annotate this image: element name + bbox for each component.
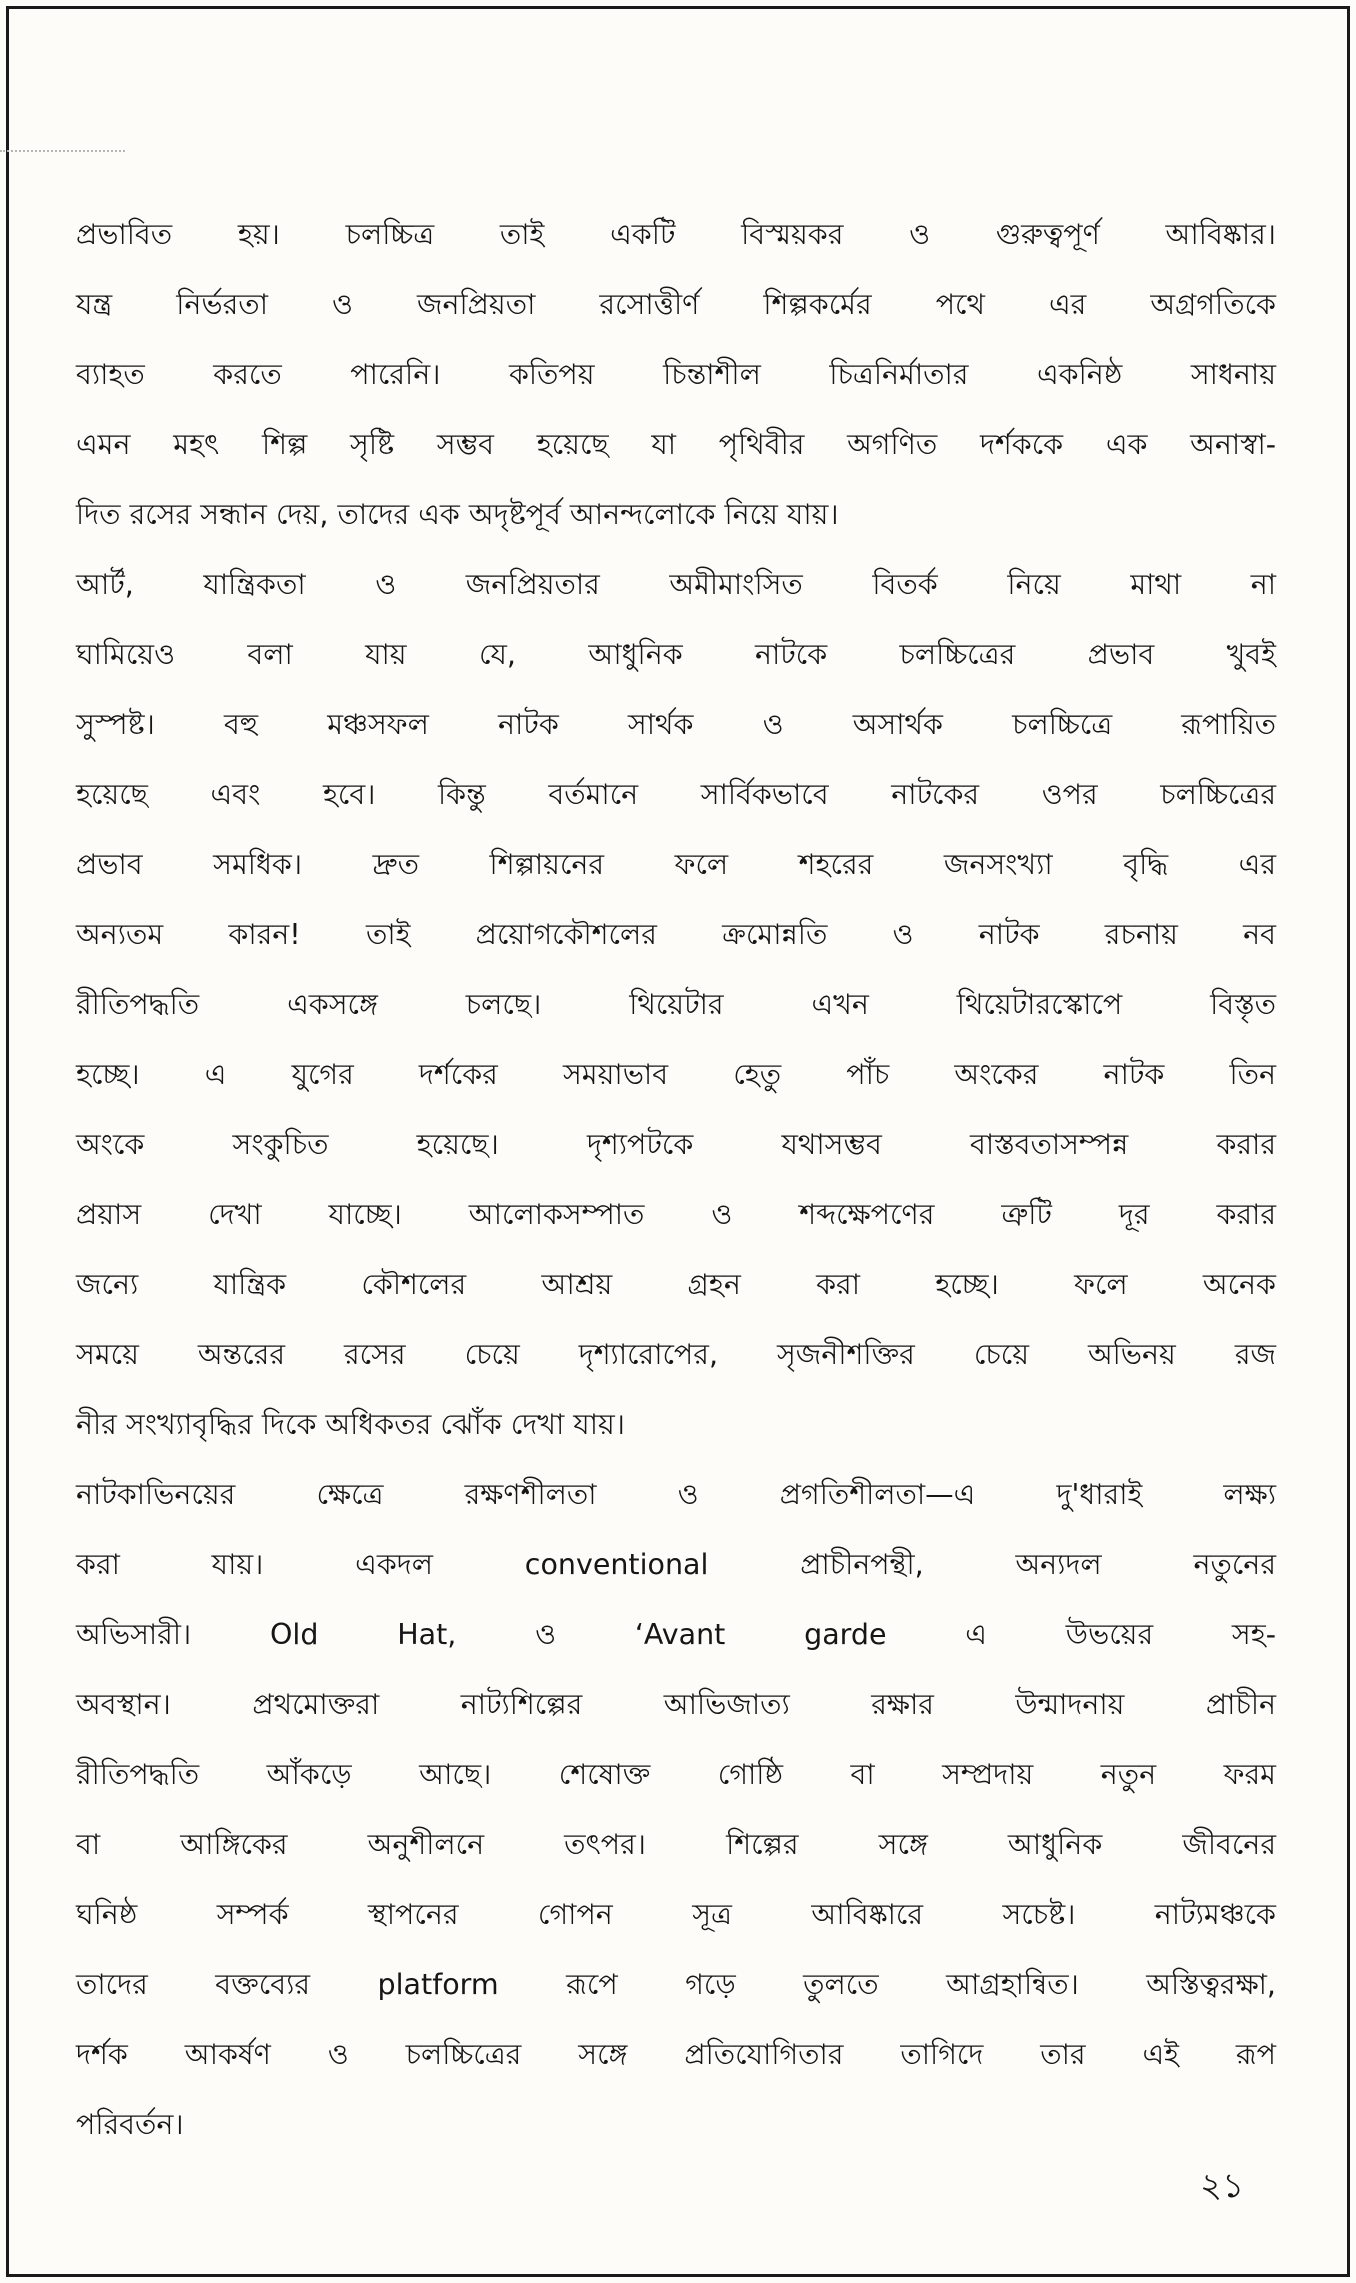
text-line: ব্যাহত করতে পারেনি। কতিপয় চিন্তাশীল চিত্রনির্মাতার একনিষ্ঠ সাধনায় bbox=[76, 358, 1276, 391]
text-line: ঘামিয়েও বলা যায় যে, আধুনিক নাটকে চলচ্চিত্রের প্রভাব খুবই bbox=[76, 638, 1276, 671]
paragraph-1 bbox=[76, 200, 1276, 550]
text-line: প্রয়াস দেখা যাচ্ছে। আলোকসম্পাত ও শব্দক্ষেপণের ত্রুটি দূর করার bbox=[76, 1198, 1276, 1231]
text-line: রীতিপদ্ধতি একসঙ্গে চলছে। থিয়েটার এখন থিয়েটারস্কোপে বিস্তৃত bbox=[76, 988, 1276, 1021]
text-line: প্রভাবিত হয়। চলচ্চিত্র তাই একটি বিস্ময়কর ও গুরুত্বপূর্ণ আবিষ্কার। bbox=[76, 218, 1276, 251]
paragraph-2 bbox=[76, 550, 1276, 1460]
text-line: প্রভাব সমধিক। দ্রুত শিল্পায়নের ফলে শহরের জনসংখ্যা বৃদ্ধি এর bbox=[76, 848, 1276, 881]
text-line: দর্শক আকর্ষণ ও চলচ্চিত্রের সঙ্গে প্রতিযোগিতার তাগিদে তার এই রূপ bbox=[76, 2038, 1276, 2071]
text-line: অবস্থান। প্রথমোক্তরা নাট্যশিল্পের আভিজাত্য রক্ষার উন্মাদনায় প্রাচীন bbox=[76, 1688, 1276, 1721]
text-line: পরিবর্তন। bbox=[76, 2108, 184, 2141]
top-dotted-rule bbox=[0, 150, 125, 152]
body-text bbox=[76, 200, 1276, 2160]
text-line: নাটকাভিনয়ের ক্ষেত্রে রক্ষণশীলতা ও প্রগতিশীলতা—এ দু'ধারাই লক্ষ্য bbox=[76, 1478, 1276, 1511]
text-line: যন্ত্র নির্ভরতা ও জনপ্রিয়তা রসোত্তীর্ণ শিল্পকর্মের পথে এর অগ্রগতিকে bbox=[76, 288, 1276, 321]
text-line: করা যায়। একদল conventional প্রাচীনপন্থী, অন্যদল নতুনের bbox=[76, 1548, 1276, 1581]
text-line: হয়েছে এবং হবে। কিন্তু বর্তমানে সার্বিকভাবে নাটকের ওপর চলচ্চিত্রের bbox=[76, 778, 1276, 811]
text-line: দিত রসের সন্ধান দেয়, তাদের এক অদৃষ্টপূর্ব আনন্দলোকে নিয়ে যায়। bbox=[76, 498, 839, 531]
text-line: সময়ে অন্তরের রসের চেয়ে দৃশ্যারোপের, সৃজনীশক্তির চেয়ে অভিনয় রজ bbox=[76, 1338, 1276, 1371]
text-line: জন্যে যান্ত্রিক কৌশলের আশ্রয় গ্রহন করা হচ্ছে। ফলে অনেক bbox=[76, 1268, 1276, 1301]
text-line: অভিসারী। Old Hat, ও ‘Avant garde এ উভয়ের সহ- bbox=[76, 1618, 1276, 1651]
text-line: নীর সংখ্যাবৃদ্ধির দিকে অধিকতর ঝোঁক দেখা যায়। bbox=[76, 1408, 625, 1441]
text-line: সুস্পষ্ট। বহু মঞ্চসফল নাটক সার্থক ও অসার্থক চলচ্চিত্রে রূপায়িত bbox=[76, 708, 1276, 741]
text-line: বা আঙ্গিকের অনুশীলনে তৎপর। শিল্পের সঙ্গে আধুনিক জীবনের bbox=[76, 1828, 1276, 1861]
text-line: আর্ট, যান্ত্রিকতা ও জনপ্রিয়তার অমীমাংসিত বিতর্ক নিয়ে মাথা না bbox=[76, 568, 1276, 601]
text-line: অংকে সংকুচিত হয়েছে। দৃশ্যপটকে যথাসম্ভব বাস্তবতাসম্পন্ন করার bbox=[76, 1128, 1276, 1161]
paragraph-3 bbox=[76, 1460, 1276, 2160]
text-line: হচ্ছে। এ যুগের দর্শকের সময়াভাব হেতু পাঁচ অংকের নাটক তিন bbox=[76, 1058, 1276, 1091]
text-line: ঘনিষ্ঠ সম্পর্ক স্থাপনের গোপন সূত্র আবিষ্কারে সচেষ্ট। নাট্যমঞ্চকে bbox=[76, 1898, 1276, 1931]
text-line: তাদের বক্তব্যের platform রূপে গড়ে তুলতে আগ্রহান্বিত। অস্তিত্বরক্ষা, bbox=[76, 1968, 1276, 2001]
text-line: এমন মহৎ শিল্প সৃষ্টি সম্ভব হয়েছে যা পৃথিবীর অগণিত দর্শককে এক অনাস্বা- bbox=[76, 428, 1276, 461]
page-number: ২১ bbox=[1200, 2166, 1245, 2206]
text-line: অন্যতম কারন! তাই প্রয়োগকৌশলের ক্রমোন্নতি ও নাটক রচনায় নব bbox=[76, 918, 1276, 951]
text-line: রীতিপদ্ধতি আঁকড়ে আছে। শেষোক্ত গোষ্ঠি বা সম্প্রদায় নতুন ফরম bbox=[76, 1758, 1276, 1791]
